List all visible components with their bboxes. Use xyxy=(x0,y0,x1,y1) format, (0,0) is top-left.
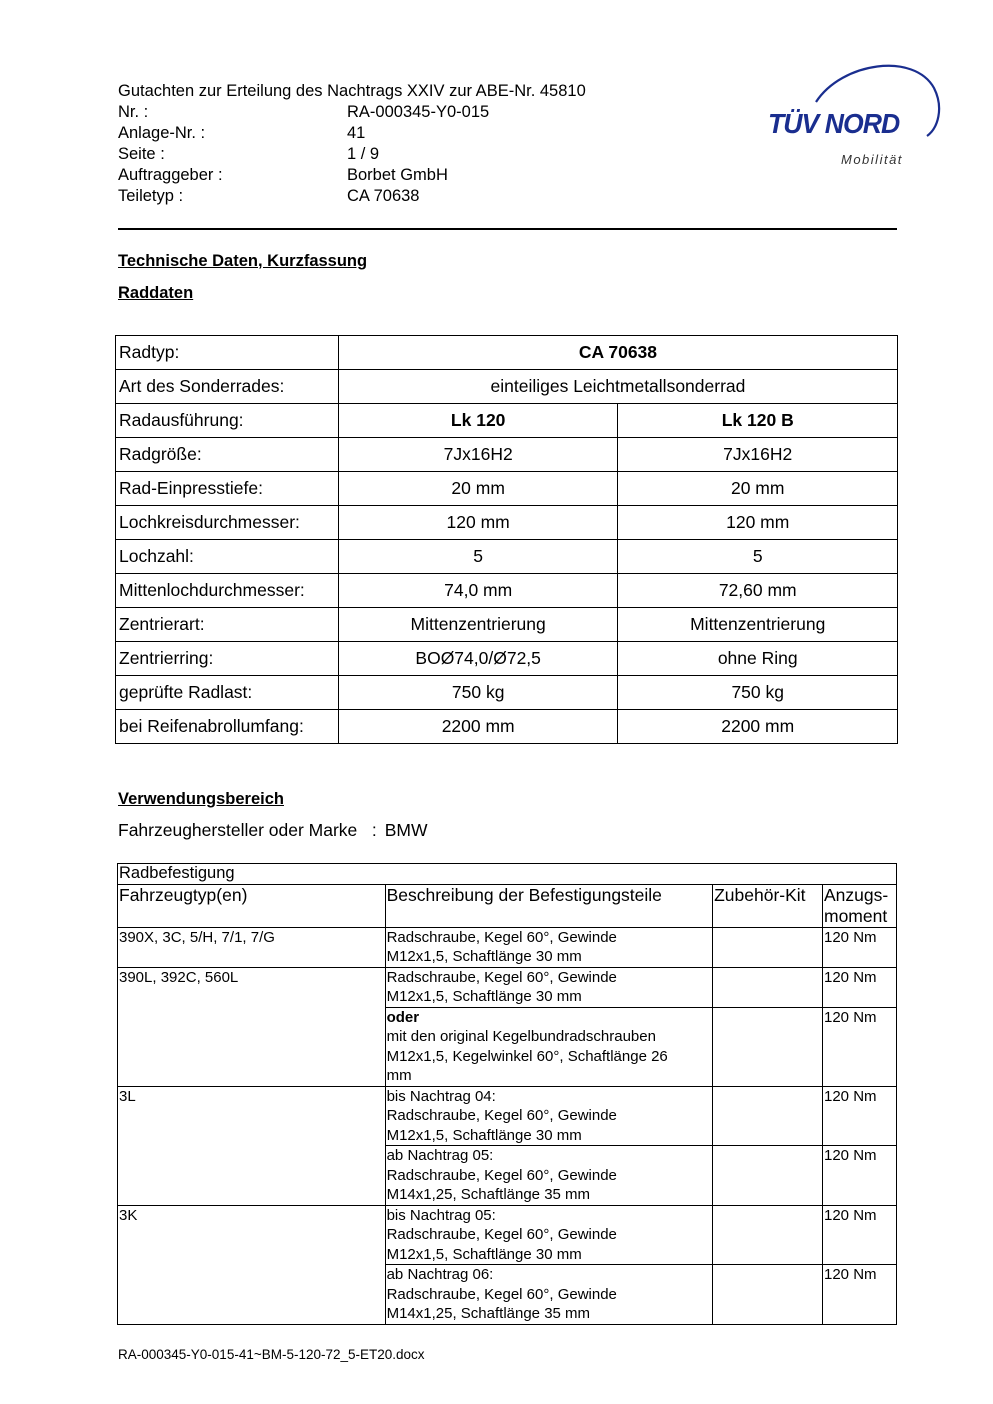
cell-vehicle: 3L xyxy=(118,1086,386,1146)
header-value: RA-000345-Y0-015 xyxy=(347,103,490,121)
cell-kit xyxy=(713,1205,823,1265)
cell-vehicle-empty xyxy=(118,1265,386,1325)
cell-torque: 120 Nm xyxy=(823,967,897,1007)
cell-label: Rad-Einpresstiefe: xyxy=(116,472,339,506)
header-description: Beschreibung der Befestigungsteile xyxy=(385,884,713,927)
cell-torque: 120 Nm xyxy=(823,1205,897,1265)
table-caption: Radbefestigung xyxy=(118,864,897,885)
desc-line: M14x1,25, Schaftlänge 35 mm xyxy=(386,1305,591,1322)
desc-line: bis Nachtrag 05: xyxy=(386,1206,496,1224)
table-row xyxy=(116,336,898,370)
cell-value-a: 2200 mm xyxy=(338,710,618,744)
table-row xyxy=(116,540,898,574)
desc-line: M12x1,5, Kegelwinkel 60°, Schaftlänge 26 xyxy=(386,1047,668,1065)
logo-subtitle: Mobilität xyxy=(841,152,903,167)
cell-value-b: ohne Ring xyxy=(618,642,898,676)
table-header-row xyxy=(118,884,897,927)
header-torque-line1: Anzugs- xyxy=(824,884,889,905)
cell-label: Art des Sonderrades: xyxy=(116,370,339,404)
table-row xyxy=(116,574,898,608)
cell-kit xyxy=(713,1265,823,1325)
header-row-auftraggeber xyxy=(118,165,586,186)
cell-torque: 120 Nm xyxy=(823,1007,897,1086)
header-key: Anlage-Nr. : xyxy=(118,124,206,142)
header-key: Nr. : xyxy=(118,103,149,121)
desc-line: M12x1,5, Schaftlänge 30 mm xyxy=(386,1126,582,1144)
cell-description xyxy=(385,1007,713,1086)
desc-line: Radschraube, Kegel 60°, Gewinde xyxy=(386,1107,617,1124)
desc-line: M14x1,25, Schaftlänge 35 mm xyxy=(386,1186,591,1203)
desc-line: M12x1,5, Schaftlänge 30 mm xyxy=(386,948,582,965)
manufacturer-value: BMW xyxy=(384,820,428,840)
cell-label: geprüfte Radlast: xyxy=(116,676,339,710)
cell-value-b: 72,60 mm xyxy=(618,574,898,608)
cell-value-a: 7Jx16H2 xyxy=(338,438,618,472)
desc-line: Radschraube, Kegel 60°, Gewinde xyxy=(386,1285,617,1303)
cell-value-a: 5 xyxy=(338,540,618,574)
cell-value-a: 20 mm xyxy=(338,472,618,506)
cell-description xyxy=(385,1265,713,1325)
cell-label: Radgröße: xyxy=(116,438,339,472)
cell-label: Lochzahl: xyxy=(116,540,339,574)
header-value: Borbet GmbH xyxy=(347,166,448,184)
header-divider xyxy=(118,228,897,230)
desc-line: bis Nachtrag 04: xyxy=(386,1087,496,1105)
header-kit: Zubehör-Kit xyxy=(713,884,823,927)
cell-label: Mittenlochdurchmesser: xyxy=(116,574,339,608)
table-row xyxy=(118,1265,897,1325)
table-row xyxy=(116,608,898,642)
table-row xyxy=(118,1146,897,1206)
cell-description xyxy=(385,927,713,967)
section-usage: Verwendungsbereich xyxy=(118,790,284,808)
desc-line: Radschraube, Kegel 60°, Gewinde xyxy=(386,1166,617,1184)
table-row xyxy=(118,1007,897,1086)
table-row xyxy=(118,967,897,1007)
cell-value-b: Lk 120 B xyxy=(618,404,898,438)
manufacturer-label: Fahrzeughersteller oder Marke : xyxy=(118,820,377,840)
cell-value-a: Lk 120 xyxy=(338,404,618,438)
manufacturer-line xyxy=(118,820,428,841)
cell-value-a: 750 kg xyxy=(338,676,618,710)
cell-kit xyxy=(713,967,823,1007)
cell-vehicle-empty xyxy=(118,1146,386,1206)
cell-label: Radtyp: xyxy=(116,336,339,370)
header-torque xyxy=(823,884,897,927)
cell-value-b: 5 xyxy=(618,540,898,574)
cell-vehicle: 390L, 392C, 560L xyxy=(118,967,386,1007)
cell-torque: 120 Nm xyxy=(823,1265,897,1325)
table-row xyxy=(116,438,898,472)
desc-line: Radschraube, Kegel 60°, Gewinde xyxy=(386,928,617,946)
table-row xyxy=(116,676,898,710)
cell-label: Radausführung: xyxy=(116,404,339,438)
header-key: Auftraggeber : xyxy=(118,166,223,184)
document-footer: RA-000345-Y0-015-41~BM-5-120-72_5-ET20.docx xyxy=(118,1347,425,1362)
cell-label: Zentrierring: xyxy=(116,642,339,676)
table-row xyxy=(116,472,898,506)
cell-label: bei Reifenabrollumfang: xyxy=(116,710,339,744)
cell-torque: 120 Nm xyxy=(823,1146,897,1206)
header-key: Seite : xyxy=(118,145,165,163)
cell-description xyxy=(385,1205,713,1265)
header-row-anlage xyxy=(118,123,586,144)
cell-description xyxy=(385,1086,713,1146)
header-row-nr xyxy=(118,102,586,123)
cell-vehicle-empty xyxy=(118,1007,386,1086)
table-caption-row xyxy=(118,864,897,885)
cell-value-b: 7Jx16H2 xyxy=(618,438,898,472)
cell-description xyxy=(385,967,713,1007)
section-wheel-data: Raddaten xyxy=(118,284,194,302)
cell-kit xyxy=(713,927,823,967)
header-key: Teiletyp : xyxy=(118,187,184,205)
cell-value-b: 20 mm xyxy=(618,472,898,506)
desc-or: oder xyxy=(386,1008,420,1026)
desc-line: mm xyxy=(386,1067,412,1084)
cell-value-a: 74,0 mm xyxy=(338,574,618,608)
cell-vehicle: 3K xyxy=(118,1205,386,1265)
cell-kit xyxy=(713,1146,823,1206)
cell-value-b: 2200 mm xyxy=(618,710,898,744)
cell-value-b: 750 kg xyxy=(618,676,898,710)
logo-wordmark: TÜV NORD xyxy=(768,108,900,139)
header-vehicle: Fahrzeugtyp(en) xyxy=(118,884,386,927)
cell-label: Lochkreisdurchmesser: xyxy=(116,506,339,540)
table-row xyxy=(118,927,897,967)
cell-value-a: Mittenzentrierung xyxy=(338,608,618,642)
document-title: Gutachten zur Erteilung des Nachtrags XXIV zur ABE-Nr. 45810 xyxy=(118,82,586,100)
table-row xyxy=(118,1086,897,1146)
header-value: CA 70638 xyxy=(347,187,420,205)
header-value: 41 xyxy=(347,124,366,142)
desc-line: Radschraube, Kegel 60°, Gewinde xyxy=(386,1226,617,1243)
desc-line: ab Nachtrag 05: xyxy=(386,1147,494,1164)
table-row xyxy=(116,506,898,540)
table-row xyxy=(116,404,898,438)
section-technical-data: Technische Daten, Kurzfassung xyxy=(118,252,368,270)
table-row xyxy=(116,642,898,676)
desc-line: mit den original Kegelbundradschrauben xyxy=(386,1028,656,1045)
cell-value: einteiliges Leichtmetallsonderrad xyxy=(338,370,897,404)
cell-description xyxy=(385,1146,713,1206)
desc-line: ab Nachtrag 06: xyxy=(386,1266,494,1283)
desc-line: M12x1,5, Schaftlänge 30 mm xyxy=(386,1245,582,1263)
cell-kit xyxy=(713,1007,823,1086)
header-value: 1 / 9 xyxy=(347,145,380,163)
table-row xyxy=(118,1205,897,1265)
cell-value-b: 120 mm xyxy=(618,506,898,540)
wheel-data-table xyxy=(115,335,898,744)
wheel-mounting-table xyxy=(117,863,897,1325)
header-row-seite xyxy=(118,144,586,165)
cell-vehicle: 390X, 3C, 5/H, 7/1, 7/G xyxy=(118,927,386,967)
cell-label: Zentrierart: xyxy=(116,608,339,642)
tuev-nord-logo xyxy=(764,58,944,173)
document-header xyxy=(118,81,586,207)
desc-line: Radschraube, Kegel 60°, Gewinde xyxy=(386,968,617,986)
cell-value: CA 70638 xyxy=(338,336,897,370)
cell-kit xyxy=(713,1086,823,1146)
header-torque-line2: moment xyxy=(824,905,888,926)
cell-torque: 120 Nm xyxy=(823,927,897,967)
cell-torque: 120 Nm xyxy=(823,1086,897,1146)
table-row xyxy=(116,370,898,404)
header-row-teiletyp xyxy=(118,186,586,207)
cell-value-b: Mittenzentrierung xyxy=(618,608,898,642)
cell-value-a: BOØ74,0/Ø72,5 xyxy=(338,642,618,676)
cell-value-a: 120 mm xyxy=(338,506,618,540)
table-row xyxy=(116,710,898,744)
desc-line: M12x1,5, Schaftlänge 30 mm xyxy=(386,988,582,1005)
